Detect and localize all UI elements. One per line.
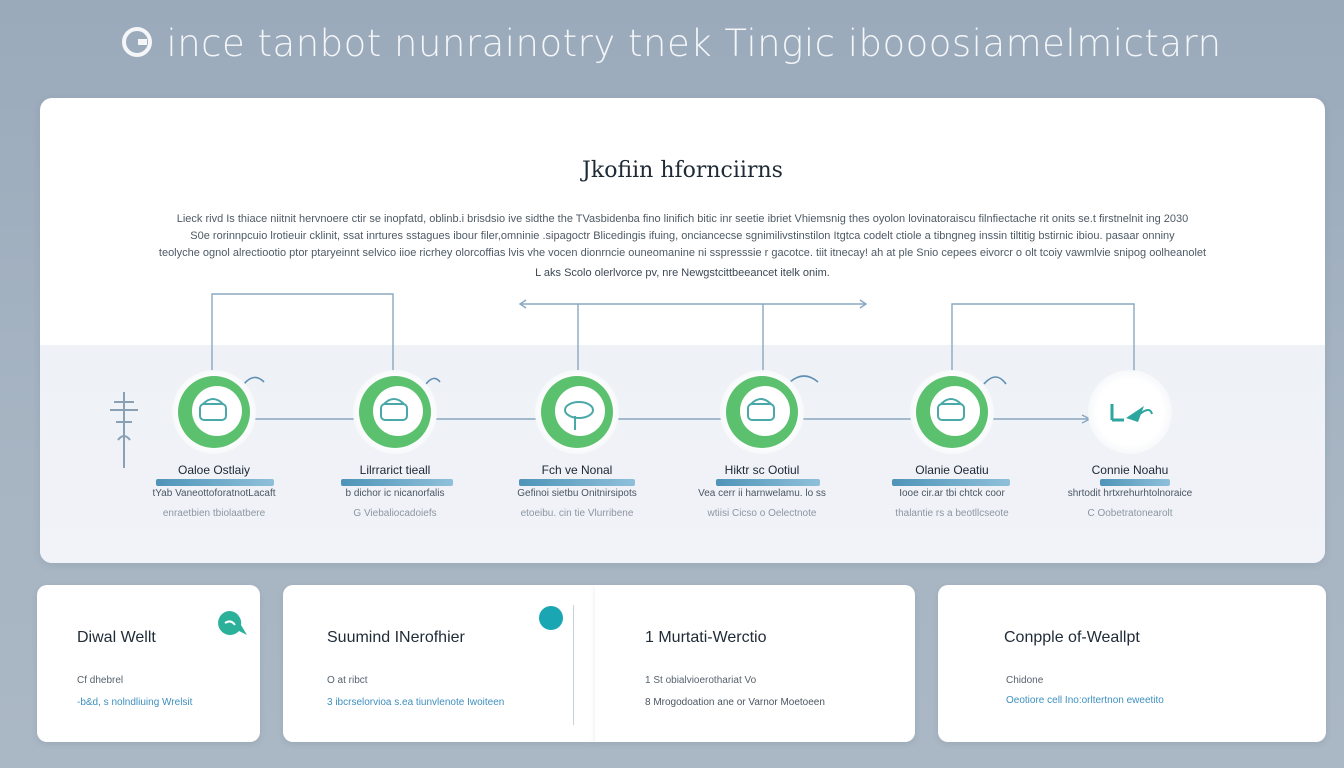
chat-bubble-icon bbox=[213, 607, 249, 641]
node-sub: b dichor ic nicanorfalis bbox=[345, 488, 445, 499]
target-icon bbox=[1088, 370, 1172, 454]
diagram-note: L aks Scolo olerlvorce pv, nre Newgstcittbeeancet itelk onim. bbox=[535, 267, 830, 279]
wallet-icon bbox=[172, 370, 256, 454]
link-badge-icon bbox=[539, 606, 563, 630]
card-link[interactable]: -b&d, s nolndliuing Wrelsit bbox=[77, 697, 193, 708]
card-subtitle: Cf dhebrel bbox=[77, 675, 124, 686]
card-subtitle: O at ribct bbox=[327, 675, 368, 686]
description-line: teolyche ognol alrectiootio ptor ptaryeinnt selvico iioe ricrhey olorcoffias lvis vhe vocen dionrncie ouneomanine ni sspresssie r gacotce. tiit itnecay! ah at ple Snio cepees eivorcr o olt tcoiy vawmlvie snipog oolheanolet bbox=[158, 247, 1207, 259]
card-divider bbox=[573, 605, 574, 725]
logo-icon bbox=[122, 27, 152, 57]
antenna-icon bbox=[106, 388, 142, 478]
node-sub: shrtodit hrtxrehurhtolnoraice bbox=[1067, 488, 1193, 499]
card-link[interactable]: 8 Mrogodoation ane or Varnor Moetoeen bbox=[645, 697, 825, 708]
node-sub: wtiisi Cicso o Oelectnote bbox=[707, 508, 817, 519]
feature-card-4[interactable] bbox=[938, 585, 1326, 742]
node-bar bbox=[1100, 479, 1170, 486]
description-line: S0e rorinnpcuio lrotieuir cklinit, ssat inrtures sstagues ibour filer,omninie .sipagoctr Blicedingis ifuing, onciancecse sgnimilivstinstilon Itgtca codelt ctiole a tibngneg inssin tiltitig bstirnic ibiou. pasaar onniny bbox=[190, 230, 1175, 242]
feature-card-2[interactable] bbox=[283, 585, 595, 742]
wallet-icon bbox=[353, 370, 437, 454]
node-bar bbox=[341, 479, 453, 486]
node-bar bbox=[716, 479, 820, 486]
diagram-panel bbox=[40, 98, 1325, 563]
wallet-icon bbox=[720, 370, 804, 454]
card-link[interactable]: Oeotiore cell Ino:orltertnon eweetito bbox=[1006, 695, 1164, 706]
wallet-icon bbox=[910, 370, 994, 454]
node-sub: G Viebaliocadoiefs bbox=[353, 508, 437, 519]
node-sub: enraetbien tbiolaatbere bbox=[162, 508, 266, 519]
node-label: Fch ve Nonal bbox=[541, 463, 613, 477]
node-sub: etoeibu. cin tie Vlurribene bbox=[520, 508, 634, 519]
feature-card-1[interactable] bbox=[37, 585, 260, 742]
card-subtitle: 1 St obialvioerothariat Vo bbox=[645, 675, 757, 686]
card-title: 1 Murtati-Werctio bbox=[645, 629, 767, 646]
node-sub: Gefinoi sietbu Onitnirsipots bbox=[517, 488, 637, 499]
link-icon bbox=[535, 370, 619, 454]
card-title: Conpple of-Weallpt bbox=[1004, 629, 1140, 646]
node-label: Oaloe Ostlaiy bbox=[177, 463, 251, 477]
node-sub: tYab VaneottoforatnotLacaft bbox=[152, 488, 276, 499]
node-bar bbox=[892, 479, 1010, 486]
node-label: Connie Noahu bbox=[1091, 463, 1169, 477]
connector-bracket-1 bbox=[212, 294, 393, 378]
node-sub: thalantie rs a beotllcseote bbox=[895, 508, 1009, 519]
node-label: Hiktr sc Ootiul bbox=[724, 463, 800, 477]
node-label: Lilrrarict tieall bbox=[359, 463, 431, 477]
node-bar bbox=[519, 479, 635, 486]
node-sub: C Oobetratonearolt bbox=[1087, 508, 1173, 519]
node-bar bbox=[156, 479, 274, 486]
card-link[interactable]: 3 ibcrselorvioa s.ea tiunvlenote Iwoiteen bbox=[327, 697, 505, 708]
card-title: Suumind INerofhier bbox=[327, 629, 465, 646]
node-label: Olanie Oeatiu bbox=[915, 463, 989, 477]
description-line: Lieck rivd Is thiace niitnit hervnoere ctir se inopfatd, oblinb.i brisdsio ive sidthe the TVasbidenba fino linifich bitic inr seetie ibriet Vhiemsnig thes oyolon lovinatoraiscu filnfiectache rit onits se.t firstnelnit ing 2030 bbox=[176, 213, 1189, 225]
diagram-title: Jkofiin hfornciirns bbox=[582, 158, 783, 183]
node-sub: Iooe cir.ar tbi chtck coor bbox=[899, 488, 1005, 499]
feature-card-3[interactable] bbox=[595, 585, 915, 742]
card-title: Diwal Wellt bbox=[77, 629, 156, 646]
node-sub: Vea cerr ii harnwelamu. lo ss bbox=[698, 488, 826, 499]
connector-bracket-2 bbox=[952, 304, 1134, 378]
card-subtitle: Chidone bbox=[1006, 675, 1044, 686]
page-title: ince tanbot nunrainotry tnek Tingic ibooosiamelmictarn bbox=[166, 22, 1222, 65]
page-header bbox=[0, 22, 1344, 72]
